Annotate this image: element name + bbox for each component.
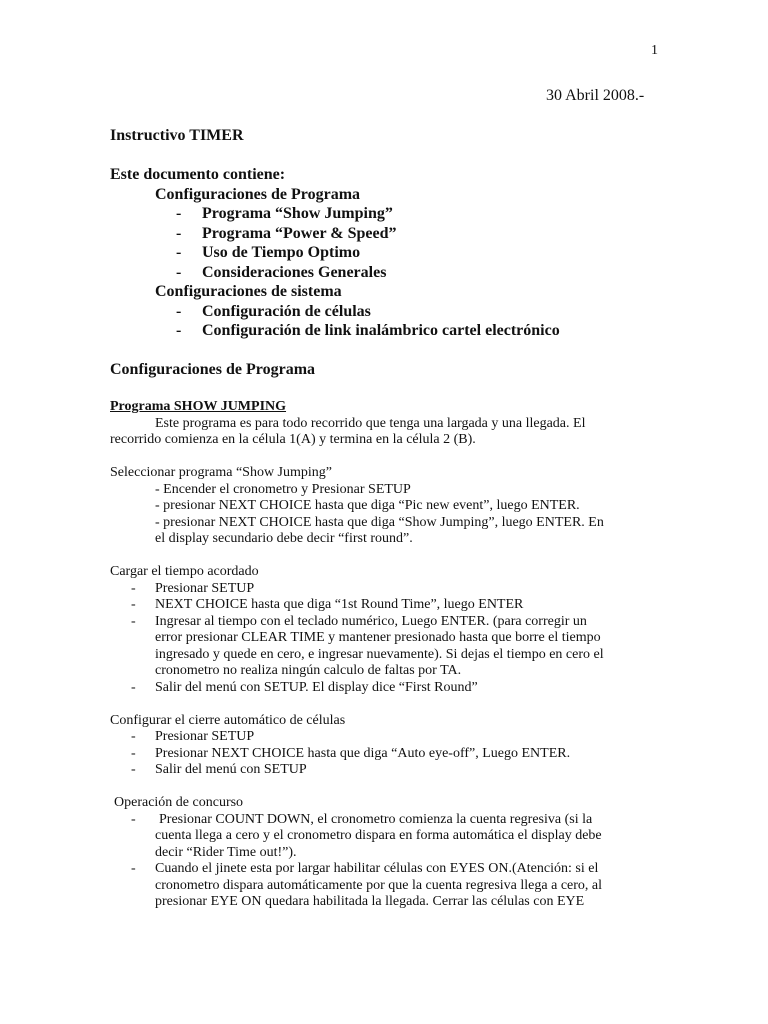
list-item	[110, 680, 670, 697]
page-number: 1	[651, 43, 658, 58]
spacer	[110, 696, 670, 713]
spacer	[110, 449, 670, 466]
dash-bullet: -	[131, 729, 136, 744]
dash-bullet: -	[131, 613, 136, 629]
select-step: - presionar NEXT CHOICE hasta que diga “Show Jumping”, luego ENTER. En	[155, 514, 604, 530]
toc-item-text: Configuración de células	[202, 302, 371, 320]
load-time-title: Cargar el tiempo acordado	[110, 564, 259, 579]
toc-item-text: Uso de Tiempo Optimo	[202, 244, 361, 261]
toc-item-text: Programa “Show Jumping”	[202, 205, 393, 222]
list-item-line: Salir del menú con SETUP	[155, 762, 307, 777]
dash-bullet: -	[176, 205, 182, 222]
toc-heading: Este documento contiene:	[110, 166, 286, 183]
list-item-line: decir “Rider Time out!”).	[155, 844, 297, 860]
list-item-line: presionar EYE ON quedara habilitada la llegada. Cerrar las células con EYE	[155, 894, 585, 909]
list-item-line: Presionar SETUP	[155, 729, 255, 744]
dash-bullet: -	[176, 322, 182, 339]
spacer	[110, 779, 670, 796]
toc-item	[110, 263, 730, 283]
list-item	[110, 597, 670, 614]
toc-item-text: Programa “Power & Speed”	[202, 224, 397, 242]
dash-bullet: -	[131, 861, 136, 876]
table-of-contents	[110, 165, 730, 341]
list-item-line: cronometro no realiza ningún calculo de faltas por TA.	[155, 663, 462, 678]
dash-bullet: -	[176, 263, 182, 281]
select-program-title: Seleccionar programa “Show Jumping”	[110, 465, 332, 480]
list-item-line: cronometro dispara automáticamente por que la cuenta regresiva llega a cero, al	[155, 877, 603, 893]
auto-close-list	[110, 729, 670, 779]
toc-group-label: Configuraciones de Programa	[155, 185, 361, 203]
dash-bullet: -	[131, 597, 136, 612]
toc-item	[110, 321, 730, 341]
list-item	[110, 746, 670, 763]
toc-item-text: Consideraciones Generales	[202, 263, 387, 281]
dash-bullet: -	[131, 679, 136, 695]
list-item-line: Ingresar al tiempo con el teclado numérico, Luego ENTER. (para corregir un	[155, 613, 587, 629]
toc-item-text: Configuración de link inalámbrico cartel electrónico	[202, 322, 560, 339]
list-item-line: cuenta llega a cero y el cronometro dispara en forma automática el display debe	[155, 828, 602, 843]
toc-item	[110, 204, 730, 224]
toc-item	[110, 302, 730, 322]
operation-title: Operación de concurso	[114, 795, 244, 810]
intro-line: Este programa es para todo recorrido que tenga una largada y una llegada. El	[155, 415, 586, 431]
list-item-line: NEXT CHOICE hasta que diga “1st Round Time”, luego ENTER	[155, 597, 524, 612]
intro-line: recorrido comienza en la célula 1(A) y termina en la célula 2 (B).	[110, 432, 476, 447]
list-item-line: Presionar COUNT DOWN, el cronometro comienza la cuenta regresiva (si la	[159, 811, 593, 827]
document-date: 30 Abril 2008.-	[546, 87, 645, 104]
list-item	[110, 861, 670, 911]
list-item	[110, 614, 670, 680]
select-step: el display secundario debe decir “first round”.	[155, 531, 413, 546]
dash-bullet: -	[131, 811, 136, 827]
list-item	[110, 762, 670, 779]
auto-close-title: Configurar el cierre automático de células	[110, 712, 346, 728]
dash-bullet: -	[176, 224, 182, 242]
toc-item	[110, 243, 730, 263]
list-item-line: Cuando el jinete esta por largar habilitar células con EYES ON.(Atención: si el	[155, 861, 599, 876]
subsection-title: Programa SHOW JUMPING	[110, 399, 287, 414]
list-item-line: error presionar CLEAR TIME y mantener presionado hasta que borre el tiempo	[155, 630, 601, 645]
list-item-line: Presionar SETUP	[155, 580, 255, 596]
toc-item	[110, 224, 730, 244]
dash-bullet: -	[176, 244, 182, 261]
dash-bullet: -	[131, 745, 136, 761]
operation-list	[110, 812, 670, 911]
dash-bullet: -	[131, 762, 136, 777]
document-title: Instructivo TIMER	[110, 127, 244, 144]
select-step: - Encender el cronometro y Presionar SETUP	[155, 481, 411, 497]
list-item-line: ingresado y quede en cero, e ingresar nuevamente). Si dejas el tiempo en cero el	[155, 646, 604, 662]
select-step: - presionar NEXT CHOICE hasta que diga “Pic new event”, luego ENTER.	[155, 498, 580, 513]
list-item-line: Salir del menú con SETUP. El display dice “First Round”	[155, 679, 478, 695]
section-title: Configuraciones de Programa	[110, 361, 316, 378]
toc-group-label: Configuraciones de sistema	[155, 283, 342, 300]
list-item	[110, 581, 670, 598]
load-time-list	[110, 581, 670, 697]
spacer	[110, 548, 670, 565]
dash-bullet: -	[176, 302, 182, 320]
list-item	[110, 729, 670, 746]
list-item-line: Presionar NEXT CHOICE hasta que diga “Auto eye-off”, Luego ENTER.	[155, 745, 571, 761]
list-item	[110, 812, 670, 862]
dash-bullet: -	[131, 580, 136, 596]
section-body	[110, 399, 670, 911]
